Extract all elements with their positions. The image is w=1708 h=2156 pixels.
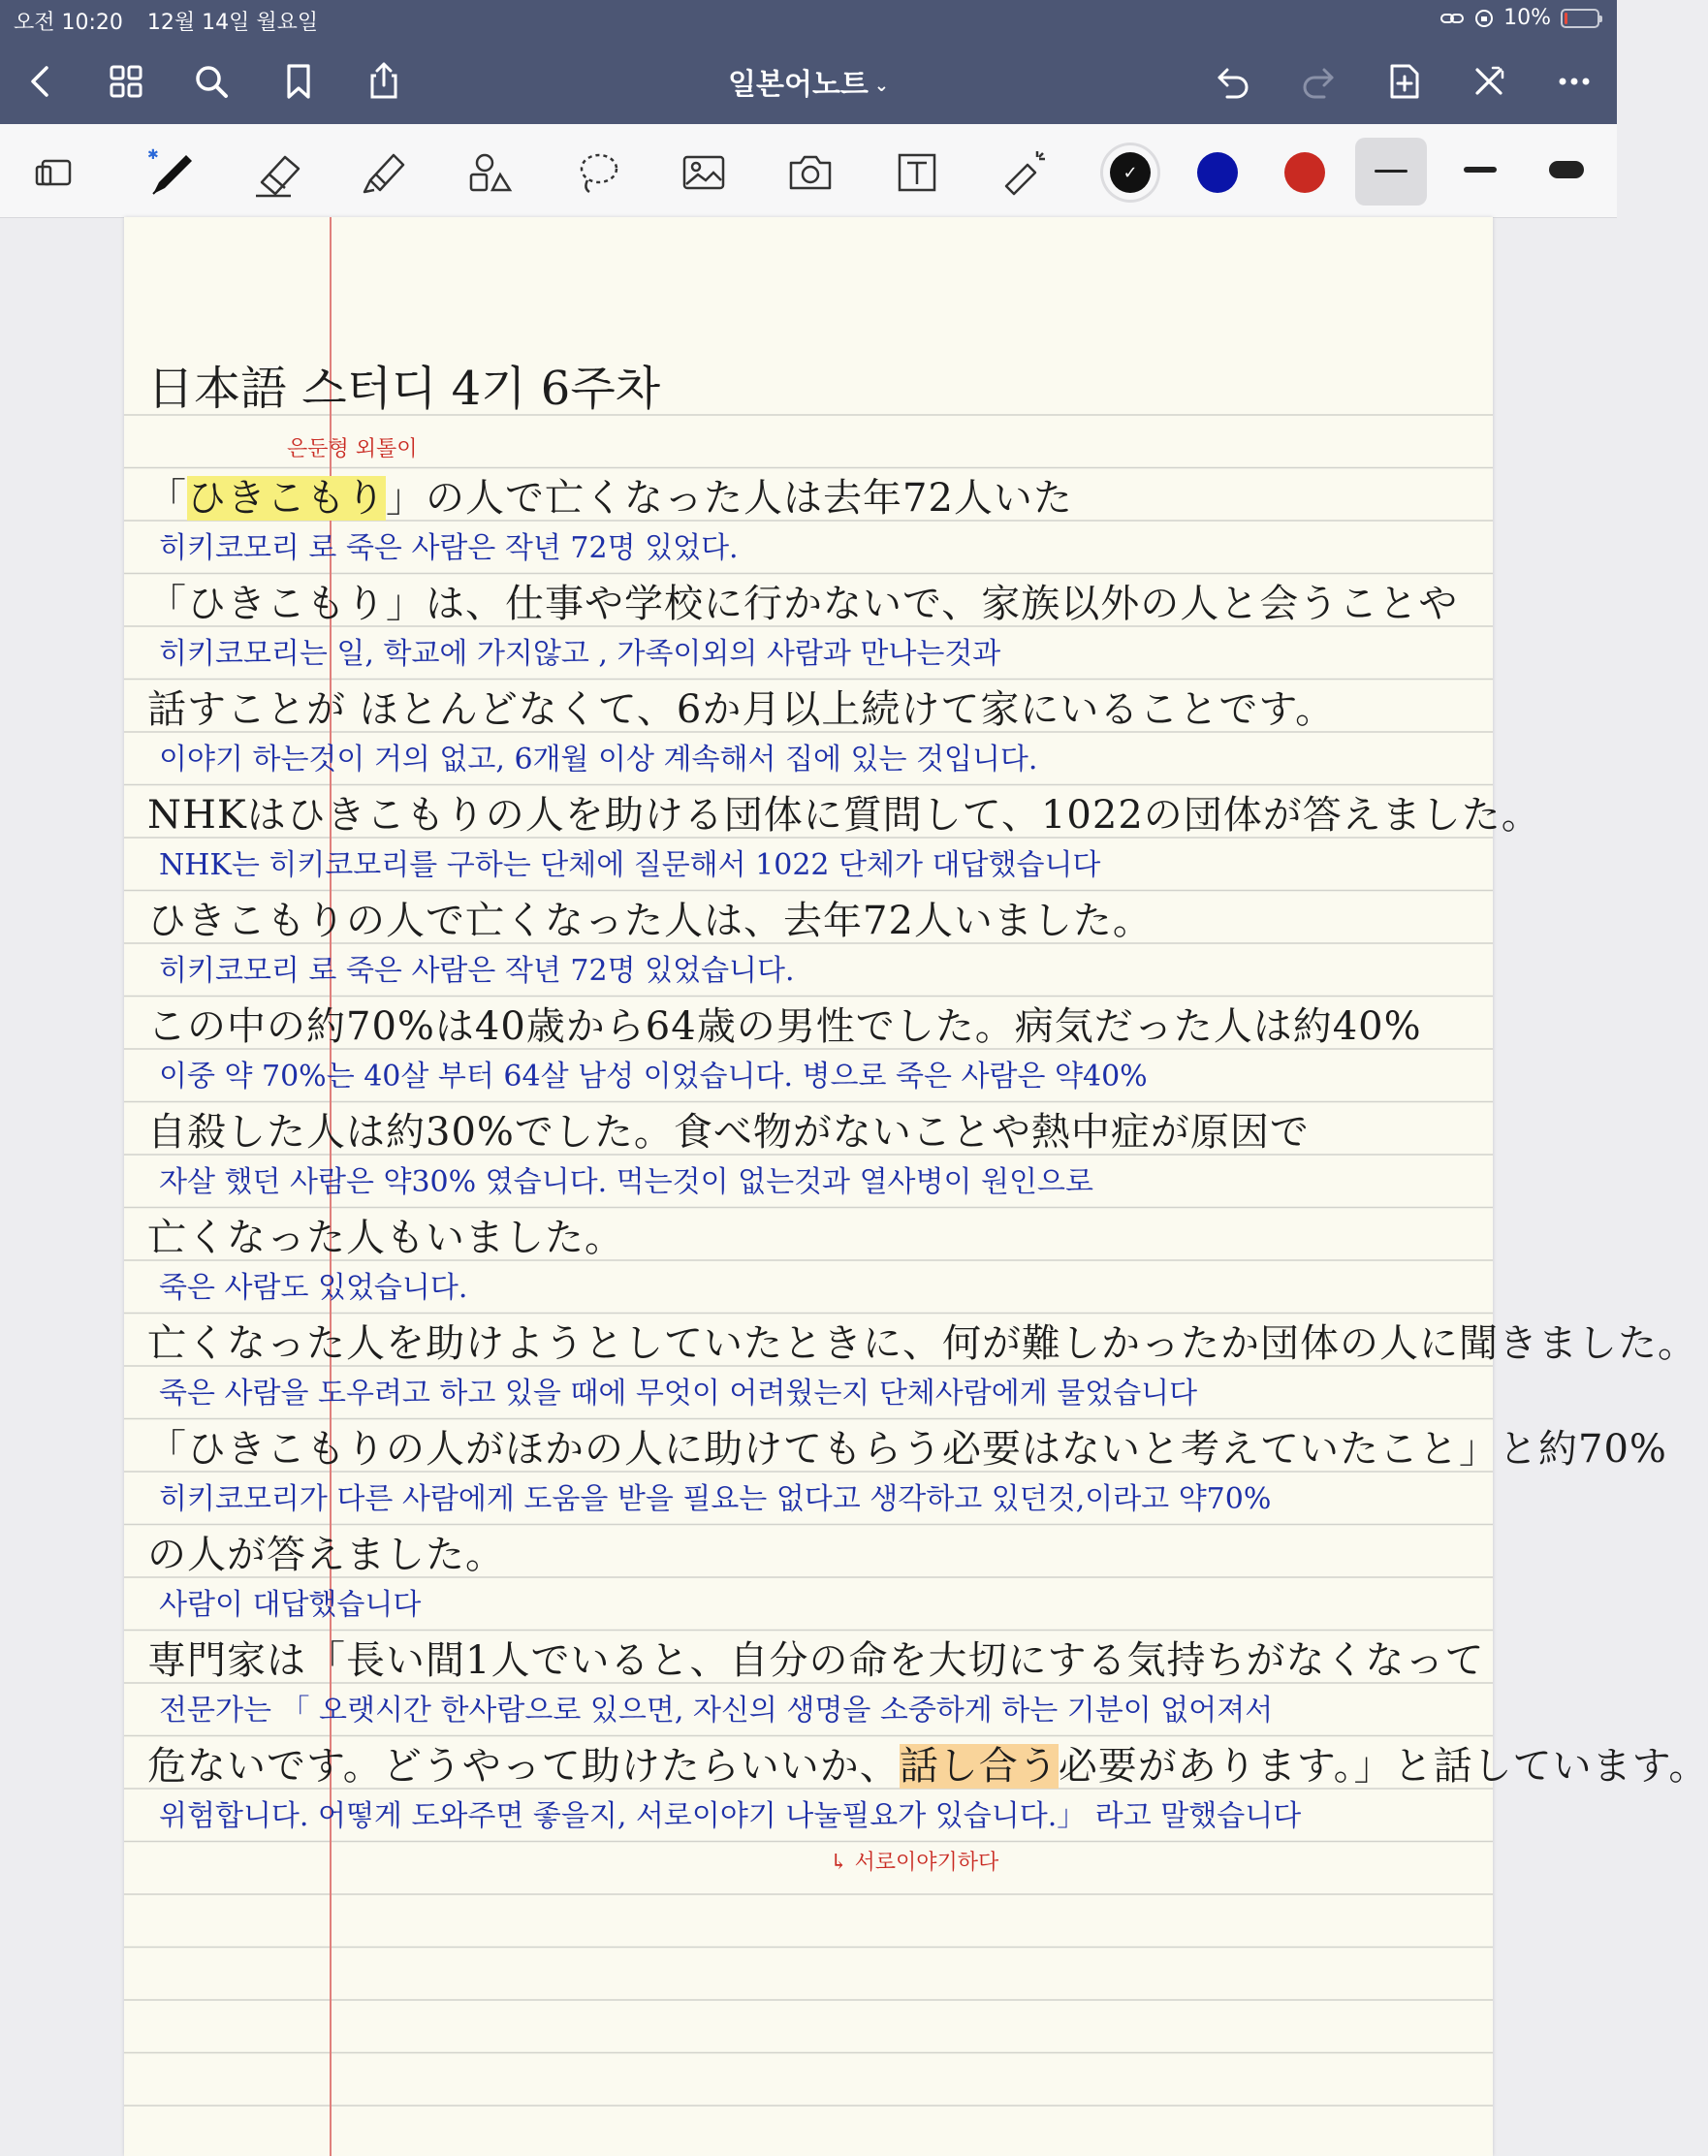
thin-stroke-icon <box>1375 170 1408 173</box>
text-icon[interactable] <box>888 143 946 202</box>
color-swatch-blue[interactable] <box>1190 145 1245 200</box>
note-line-ko: 죽은 사람을 도우려고 하고 있을 때에 무엇이 어려웠는지 단체사람에게 물었습니다 <box>159 1377 1198 1411</box>
note-line-ko: 이중 약 70%는 40살 부터 64살 남성 이었습니다. 병으로 죽은 사람은 약40% <box>159 1060 1148 1094</box>
tool-bar <box>0 124 1617 218</box>
note-title: 日本語 스터디 4기 6주차 <box>147 362 661 416</box>
navigation-bar <box>0 43 1617 124</box>
highlight-yellow: ひきこもり <box>187 476 386 521</box>
note-line-jp: 「ひきこもりの人がほかの人に助けてもらう必要はないと考えていたこと」と約70% <box>147 1427 1667 1472</box>
color-swatch-red[interactable] <box>1278 145 1332 200</box>
note-line-ko: 자살 했던 사람은 약30% 였습니다. 먹는것이 없는것과 열사병이 원인으로 <box>159 1165 1093 1199</box>
lasso-icon[interactable] <box>568 143 626 202</box>
color-swatch-black[interactable] <box>1103 145 1157 200</box>
svg-text:✱: ✱ <box>147 147 159 163</box>
undo-icon[interactable] <box>1206 54 1260 109</box>
note-line-jp: 専門家は「長い間1人でいると、自分の命を大切にする気持ちがなくなって <box>147 1638 1485 1683</box>
status-bar <box>0 0 1617 39</box>
highlight-orange: 話し合う <box>899 1744 1059 1789</box>
image-icon[interactable] <box>675 143 733 202</box>
note-line-jp: 亡くなった人もいました。 <box>147 1216 624 1260</box>
note-line-jp: この中の約70%は40歳から64歳の男性でした。病気だった人は約40% <box>147 1004 1422 1049</box>
battery-fill <box>1565 13 1567 24</box>
document-title[interactable] <box>0 60 1617 103</box>
notebook-page[interactable] <box>124 217 1708 2156</box>
note-line-ko: 히키코모리 로 죽은 사람은 작년 72명 있었습니다. <box>159 954 795 988</box>
note-line-ko: 죽은 사람도 있었습니다. <box>159 1271 468 1305</box>
note-line-ko: NHK는 히키코모리를 구하는 단체에 질문해서 1022 단체가 대답했습니다 <box>159 848 1101 882</box>
arrow-icon: ↳ <box>830 1851 855 1875</box>
eraser-icon[interactable] <box>250 143 308 202</box>
link-icon <box>1439 9 1465 28</box>
annotation-top: 은둔형 외톨이 <box>287 437 418 461</box>
note-line-jp: 危ないです。どうやって助けたらいいか、話し合う必要があります。」と話しています。 <box>147 1744 1708 1789</box>
note-line-ko: 히키코모리가 다른 사람에게 도움을 받을 필요는 없다고 생각하고 있던것,이라고 약70% <box>159 1482 1272 1516</box>
note-line-jp: 「ひきこもり」の人で亡くなった人は去年72人いた <box>147 476 1073 521</box>
note-line-ko: 히키코모리는 일, 학교에 가지않고 , 가족이외의 사람과 만나는것과 <box>159 637 1001 671</box>
annotation-bottom <box>830 1846 998 1876</box>
note-line-jp: 「ひきこもり」は、仕事や学校に行かないで、家族以外の人と会うことや <box>147 582 1459 626</box>
note-line-ko: 히키코모리 로 죽은 사람은 작년 72명 있었다. <box>159 531 739 565</box>
color-dot <box>1197 152 1238 193</box>
note-line-ko: 위험합니다. 어떻게 도와주면 좋을지, 서로이야기 나눌필요가 있습니다.」 라고 말했습니다 <box>159 1799 1302 1833</box>
note-line-jp: の人が答えました。 <box>147 1533 505 1577</box>
more-icon[interactable] <box>1547 54 1601 109</box>
annotation-bottom-text: 서로이야기하다 <box>854 1851 999 1875</box>
note-line-jp: 話すことが ほとんどなくて、6か月以上続けて家にいることです。 <box>147 687 1336 732</box>
selected-check-icon: ✓ <box>1110 152 1151 193</box>
stroke-width-medium-button[interactable] <box>1464 167 1497 173</box>
laser-pointer-icon[interactable] <box>995 143 1053 202</box>
redo-icon[interactable] <box>1291 54 1345 109</box>
note-line-ko: 이야기 하는것이 거의 없고, 6개월 이상 계속해서 집에 있는 것입니다. <box>159 743 1038 777</box>
note-line-jp: NHKはひきこもりの人を助ける団体に質問して、1022の団体が答えました。 <box>147 793 1541 838</box>
status-time: 오전 10:20 <box>14 11 123 35</box>
add-page-icon[interactable] <box>1376 54 1431 109</box>
note-line-jp: 亡くなった人を助けようとしていたときに、何が難しかったか団体の人に聞きました。 <box>147 1321 1697 1366</box>
stroke-width-thin-button[interactable] <box>1355 138 1427 206</box>
note-line-ko: 사람이 대답했습니다 <box>159 1588 422 1622</box>
note-line-jp: ひきこもりの人で亡くなった人は、去年72人いました。 <box>147 899 1153 943</box>
note-line-ko: 전문가는 「 오랫시간 한사람으로 있으면, 자신의 생명을 소중하게 하는 기분이 없어져서 <box>159 1694 1274 1728</box>
shapes-icon[interactable] <box>461 143 520 202</box>
battery-icon <box>1561 9 1599 28</box>
stroke-width-thick-button[interactable] <box>1549 161 1584 178</box>
battery-percent: 10% <box>1503 6 1551 30</box>
orientation-lock-icon <box>1474 9 1494 28</box>
color-dot <box>1284 152 1325 193</box>
pen-icon[interactable] <box>143 143 202 202</box>
top-bar <box>0 0 1617 124</box>
read-mode-icon[interactable] <box>27 143 85 202</box>
close-tools-icon[interactable] <box>1462 54 1516 109</box>
highlighter-icon[interactable] <box>355 143 413 202</box>
document-title-text: 일본어노트 <box>728 68 869 102</box>
camera-icon[interactable] <box>781 143 839 202</box>
status-date: 12월 14일 월요일 <box>146 11 319 35</box>
chevron-down-icon: ⌄ <box>873 76 889 96</box>
note-line-jp: 自殺した人は約30%でした。食べ物がないことや熱中症が原因で <box>147 1110 1310 1155</box>
